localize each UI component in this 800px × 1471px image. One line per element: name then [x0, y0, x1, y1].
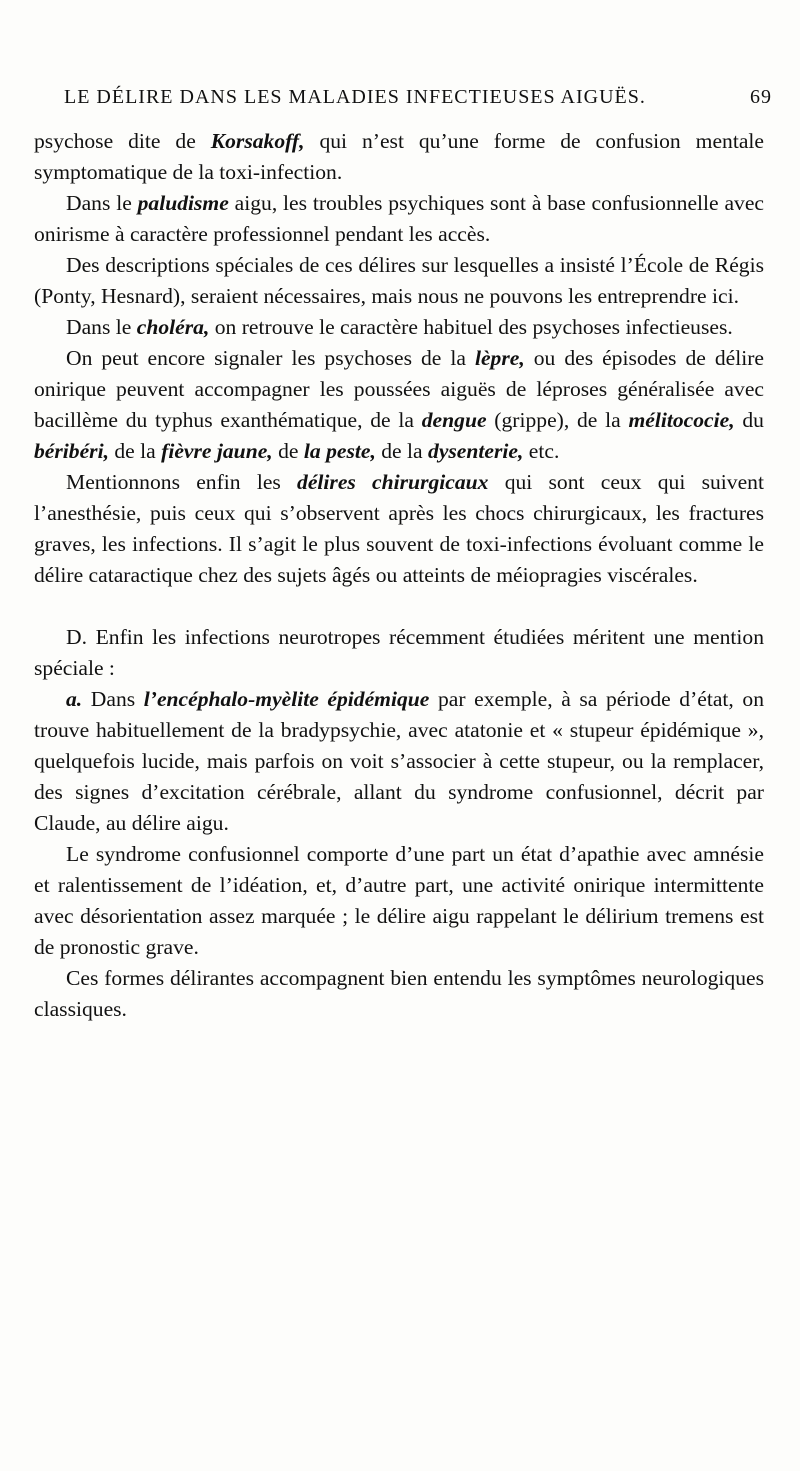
- text-run: aigu, les troubles psychiques sont à base confusionnelle avec onirisme à caractère professionnel pendant les accès.: [34, 191, 764, 246]
- paragraph: [34, 188, 764, 250]
- page-number: 69: [750, 86, 772, 108]
- italic-term: la peste,: [303, 439, 376, 463]
- italic-term: paludisme: [137, 191, 229, 215]
- paragraph: [34, 343, 764, 467]
- text-run: On peut encore signaler les psychoses de la: [66, 346, 475, 370]
- italic-term: délires chirurgicaux: [297, 470, 489, 494]
- paragraph: [34, 963, 764, 1025]
- italic-term: béribéri,: [34, 439, 109, 463]
- text-run: Dans le: [66, 191, 138, 215]
- text-run: Dans: [82, 687, 144, 711]
- text-run: D. Enfin les infections neurotropes récemment étudiées méritent une mention spéciale :: [34, 625, 764, 680]
- text-run: de la: [375, 439, 429, 463]
- body-text: [34, 126, 764, 1025]
- italic-term: choléra,: [136, 315, 210, 339]
- paragraph: [34, 622, 764, 684]
- text-run: qui n’est qu’une forme de confusion mentale symptomatique de la toxi-infection.: [34, 129, 764, 184]
- paragraph: [34, 126, 764, 188]
- italic-term: mélitococie,: [628, 408, 735, 432]
- text-run: psychose dite de: [34, 129, 211, 153]
- paragraph: [34, 250, 764, 312]
- text-run: de: [272, 439, 304, 463]
- paragraph: [34, 839, 764, 963]
- italic-term: dengue: [421, 408, 487, 432]
- running-header: [64, 86, 772, 116]
- italic-term: fièvre jaune,: [161, 439, 273, 463]
- italic-term: dysenterie,: [428, 439, 524, 463]
- text-run: qui sont ceux qui suivent l’anesthésie, puis ceux qui s’observent après les chocs chirurgicaux, les fractures graves, les infections. Il s’agit le plus souvent de toxi-infections évoluant comme le délire cataractique chez des sujets âgés ou atteints de méiopragies viscérales.: [34, 470, 764, 587]
- text-run: Ces formes délirantes accompagnent bien entendu les symptômes neurologiques classiques.: [34, 966, 764, 1021]
- text-run: etc.: [523, 439, 560, 463]
- italic-term: Korsakoff,: [210, 129, 305, 153]
- paragraph: [34, 467, 764, 591]
- text-run: Dans le: [66, 315, 137, 339]
- text-run: on retrouve le caractère habituel des psychoses infectieuses.: [209, 315, 733, 339]
- text-run: ou des épisodes de délire onirique peuvent accompagner les poussées aiguës de léproses généralisée avec bacillème du typhus exanthématique, de la: [34, 346, 764, 432]
- text-run: Mentionnons enfin les: [66, 470, 298, 494]
- text-run: de la: [108, 439, 162, 463]
- italic-term: l’encéphalo-myèlite épidémique: [143, 687, 430, 711]
- text-run: (grippe), de la: [486, 408, 629, 432]
- running-title: LE DÉLIRE DANS LES MALADIES INFECTIEUSES AIGUËS.: [64, 86, 646, 108]
- text-run: Des descriptions spéciales de ces délires sur lesquelles a insisté l’École de Régis (Ponty, Hesnard), seraient nécessaires, mais nous ne pouvons les entreprendre ici.: [34, 253, 764, 308]
- paragraph: [34, 312, 764, 343]
- text-run: par exemple, à sa période d’état, on trouve habituellement de la bradypsychie, avec atatonie et « stupeur épidémique », quelquefois lucide, mais parfois on voit s’associer à cette stupeur, ou la remplacer, des signes d’excitation cérébrale, allant du syndrome confusionnel, décrit par Claude, au délire aigu.: [34, 687, 765, 835]
- text-run: du: [734, 408, 764, 432]
- text-run: Le syndrome confusionnel comporte d’une part un état d’apathie avec amnésie et ralentissement de l’idéation, et, d’autre part, une activité onirique intermittente avec désorientation assez marquée ; le délire aigu rappelant le délirium tremens est de pronostic grave.: [34, 842, 764, 959]
- italic-term: lèpre,: [474, 346, 525, 370]
- paragraph: [34, 684, 764, 839]
- italic-term: a.: [66, 687, 83, 711]
